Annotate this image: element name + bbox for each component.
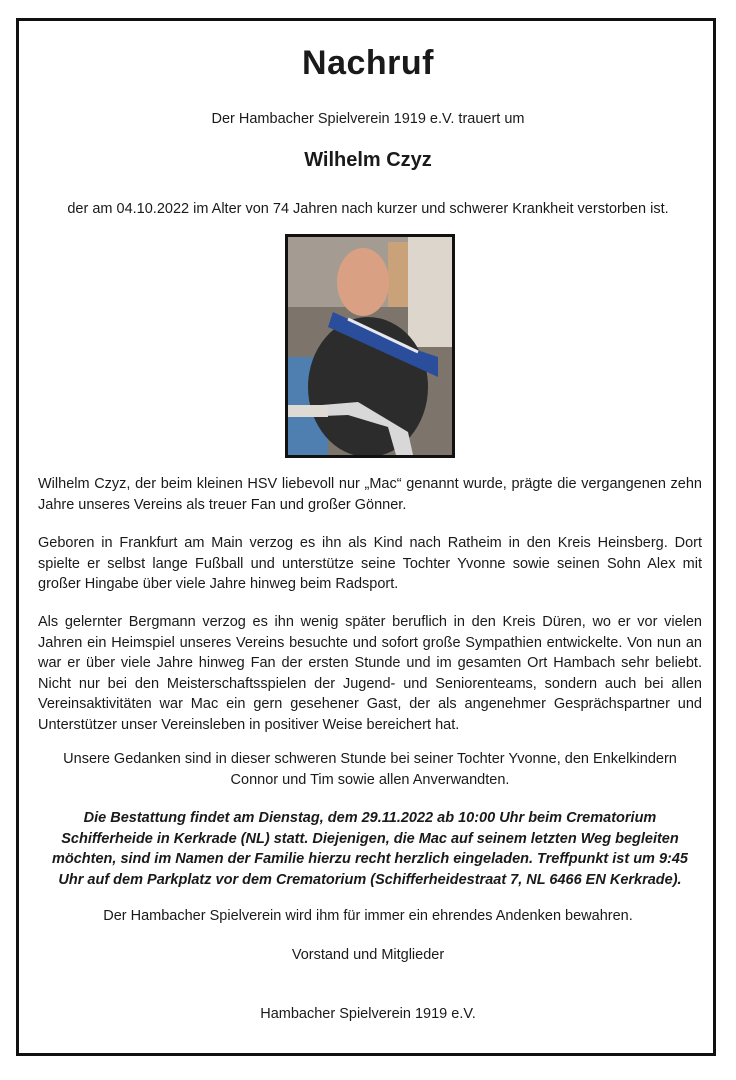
portrait-photo bbox=[285, 234, 455, 458]
intro-text: Der Hambacher Spielverein 1919 e.V. trauert um bbox=[211, 111, 525, 127]
deceased-name: Wilhelm Czyz bbox=[304, 149, 432, 171]
paragraph-2: Geboren in Frankfurt am Main verzog es ihn als Kind nach Ratheim in den Kreis Heinsberg. Dort spielte er selbst lange Fußball und unterstütze seine Tochter Yvonne sowie seinen Sohn Alex mit großer Hingabe über viele Jahre hinweg beim Radsport. bbox=[38, 535, 702, 592]
club-signature: Hambacher Spielverein 1919 e.V. bbox=[260, 1006, 476, 1022]
paragraph-3: Als gelernter Bergmann verzog es ihn wenig später beruflich in den Kreis Düren, wo er vor vielen Jahren ein Heimspiel unseres Vereins besuchte und sofort große Sympathien entwickelte. Von nun an war er über viele Jahre hinweg Fan der ersten Stunde und im gesamten Ort Hambach sehr beliebt. Nicht nur bei den Meisterschaftsspielen der Jugend- und Seniorenteams, sondern auch bei allen Vereinsaktivitäten war Mac ein gern gesehener Gast, der als angenehmer Gesprächspartner und Unterstützer unser Vereinsleben in positiver Weise bereichert hat. bbox=[38, 614, 702, 733]
funeral-details: Die Bestattung findet am Dienstag, dem 29.11.2022 ab 10:00 Uhr beim Crematorium Schifferheide in Kerkrade (NL) statt. Diejenigen, die Mac auf seinem letzten Weg begleiten möchten, sind im Namen der Familie hierzu recht herzlich eingeladen. Treffpunkt ist um 9:45 Uhr auf dem Parkplatz vor dem Crematorium (Schifferheidestraat 7, NL 6466 EN Kerkrade). bbox=[51, 810, 688, 888]
death-notice-line: der am 04.10.2022 im Alter von 74 Jahren nach kurzer und schwerer Krankheit verstorben ist. bbox=[67, 201, 669, 217]
paragraph-1: Wilhelm Czyz, der beim kleinen HSV liebevoll nur „Mac“ genannt wurde, prägte die vergangenen zehn Jahre unseres Vereins als treuer Fan und großer Gönner. bbox=[38, 476, 702, 513]
paragraph-6: Der Hambacher Spielverein wird ihm für immer ein ehrendes Andenken bewahren. bbox=[103, 908, 633, 924]
closing-text: Vorstand und Mitglieder bbox=[291, 947, 445, 963]
page-title: Nachruf bbox=[302, 44, 434, 82]
paragraph-4: Unsere Gedanken sind in dieser schweren Stunde bei seiner Tochter Yvonne, den Enkelkindern Connor und Tim sowie allen Anverwandten. bbox=[63, 751, 677, 788]
